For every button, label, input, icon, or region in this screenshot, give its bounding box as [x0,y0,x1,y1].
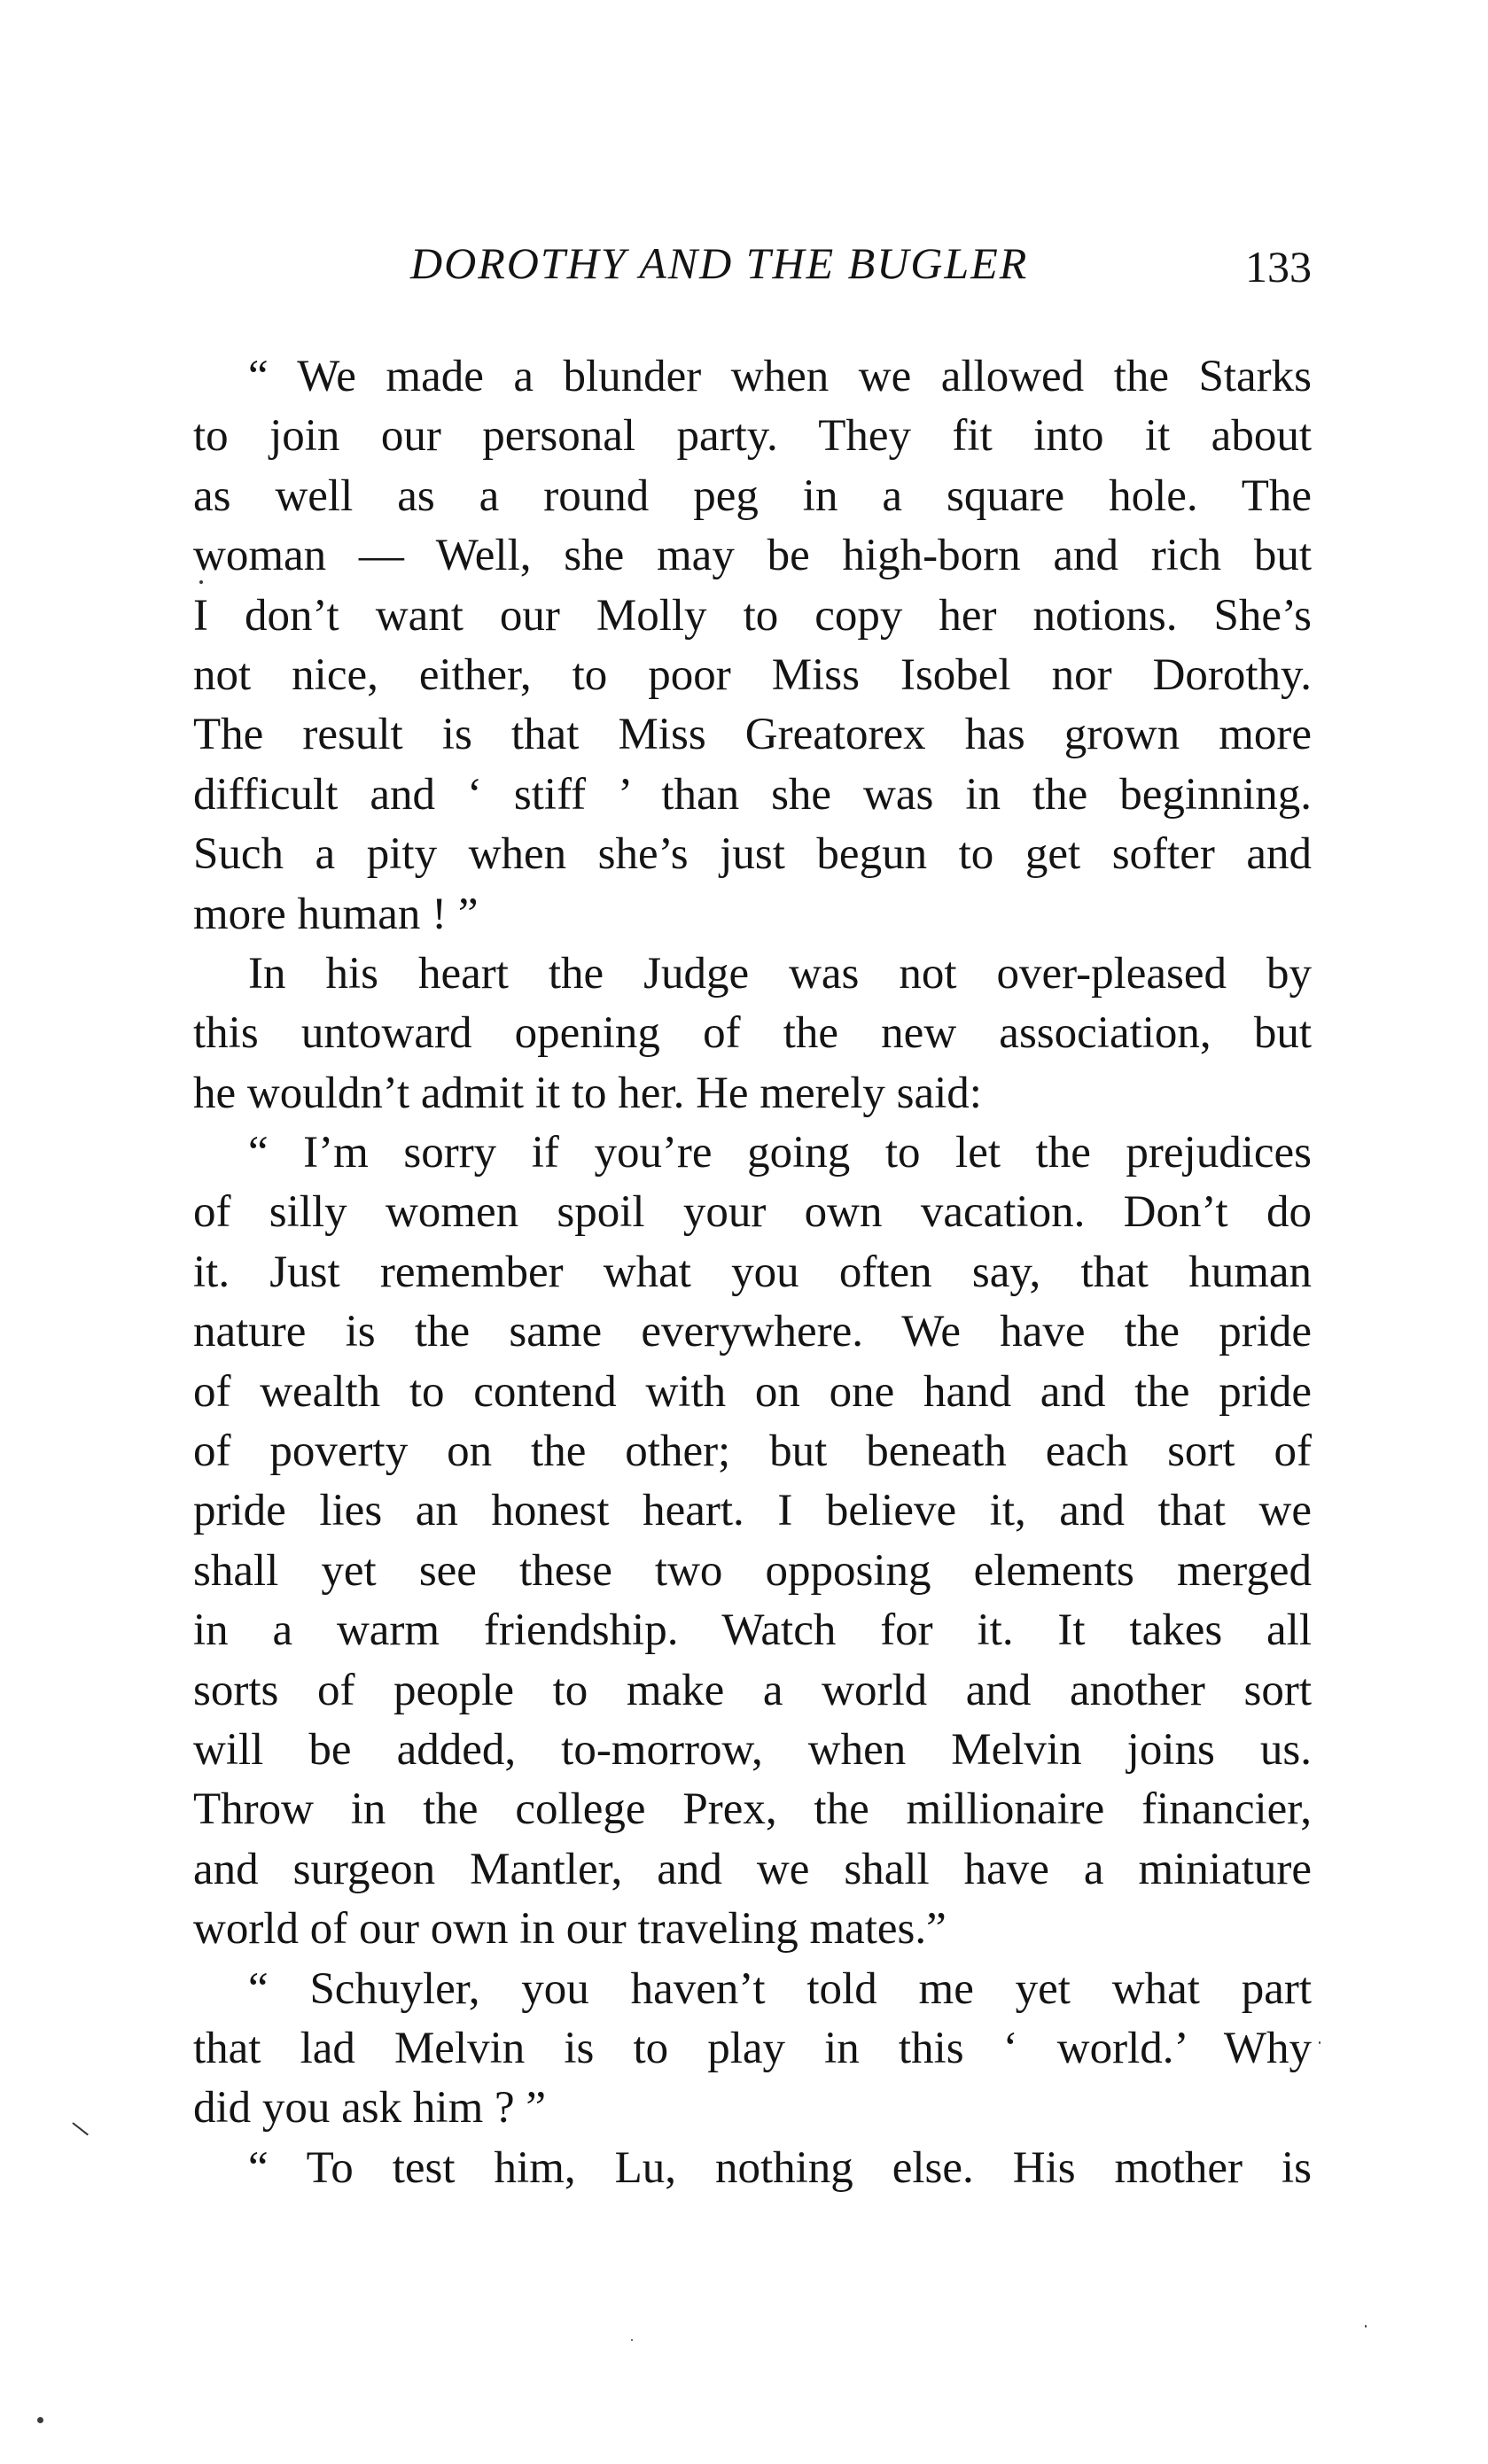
text-line: of poverty on the other; but beneath each sort of [193,1426,1312,1477]
text-line: of silly women spoil your own vacation. Don’t do [193,1187,1312,1238]
text-line: more human ! ” [193,889,479,939]
text-line: Throw in the college Prex, the millionaire financier, [193,1784,1312,1835]
text-line: In his heart the Judge was not over-pleased by [248,948,1312,999]
text-line: “ We made a blunder when we allowed the Starks [248,352,1312,401]
text-line: that lad Melvin is to play in this ‘ world.’ Why [193,2023,1312,2073]
text-line: “ I’m sorry if you’re going to let the prejudices [248,1128,1312,1178]
text-line: will be added, to-morrow, when Melvin joins us. [193,1724,1312,1775]
body-text [193,347,1312,2198]
text-line: “ Schuyler, you haven’t told me yet what part [248,1963,1312,2014]
text-line: of wealth to contend with on one hand and the pride [193,1366,1312,1417]
text-line: I don’t want our Molly to copy her notions. She’s [193,590,1312,641]
scan-speck [1319,2041,1321,2044]
text-line: it. Just remember what you often say, that human [193,1247,1312,1297]
scan-speck [199,580,203,584]
text-line: he wouldn’t admit it to her. He merely said: [193,1068,982,1118]
text-line: not nice, either, to poor Miss Isobel nor Dorothy. [193,649,1312,700]
text-line: to join our personal party. They fit into it about [193,411,1312,462]
text-line: The result is that Miss Greatorex has grown more [193,710,1312,760]
scan-speck [37,2417,43,2423]
text-line: as well as a round peg in a square hole. The [193,470,1312,521]
text-line: sorts of people to make a world and another sort [193,1665,1312,1715]
running-title: DOROTHY AND THE BUGLER [410,238,1029,288]
scan-mark [72,2122,89,2135]
text-line: nature is the same everywhere. We have the pride [193,1307,1312,1357]
scan-speck [1365,2325,1367,2328]
text-line: difficult and ‘ stiff ’ than she was in the beginning. [193,769,1312,820]
scan-speck [631,2339,633,2341]
text-line: shall yet see these two opposing elements merged [193,1545,1312,1596]
text-line: “ To test him, Lu, nothing else. His mother is [248,2142,1312,2193]
running-head [193,237,1312,308]
text-line: in a warm friendship. Watch for it. It takes all [193,1605,1312,1656]
text-line: Such a pity when she’s just begun to get softer and [193,829,1312,880]
text-line: woman — Well, she may be high-born and rich but [193,531,1312,581]
text-line: world of our own in our traveling mates.” [193,1904,947,1955]
text-line: pride lies an honest heart. I believe it, and that we [193,1486,1312,1536]
text-line: and surgeon Mantler, and we shall have a miniature [193,1844,1312,1894]
page-number: 133 [1245,242,1312,291]
text-line: this untoward opening of the new association, but [193,1008,1312,1059]
text-line: did you ask him ? ” [193,2083,547,2134]
